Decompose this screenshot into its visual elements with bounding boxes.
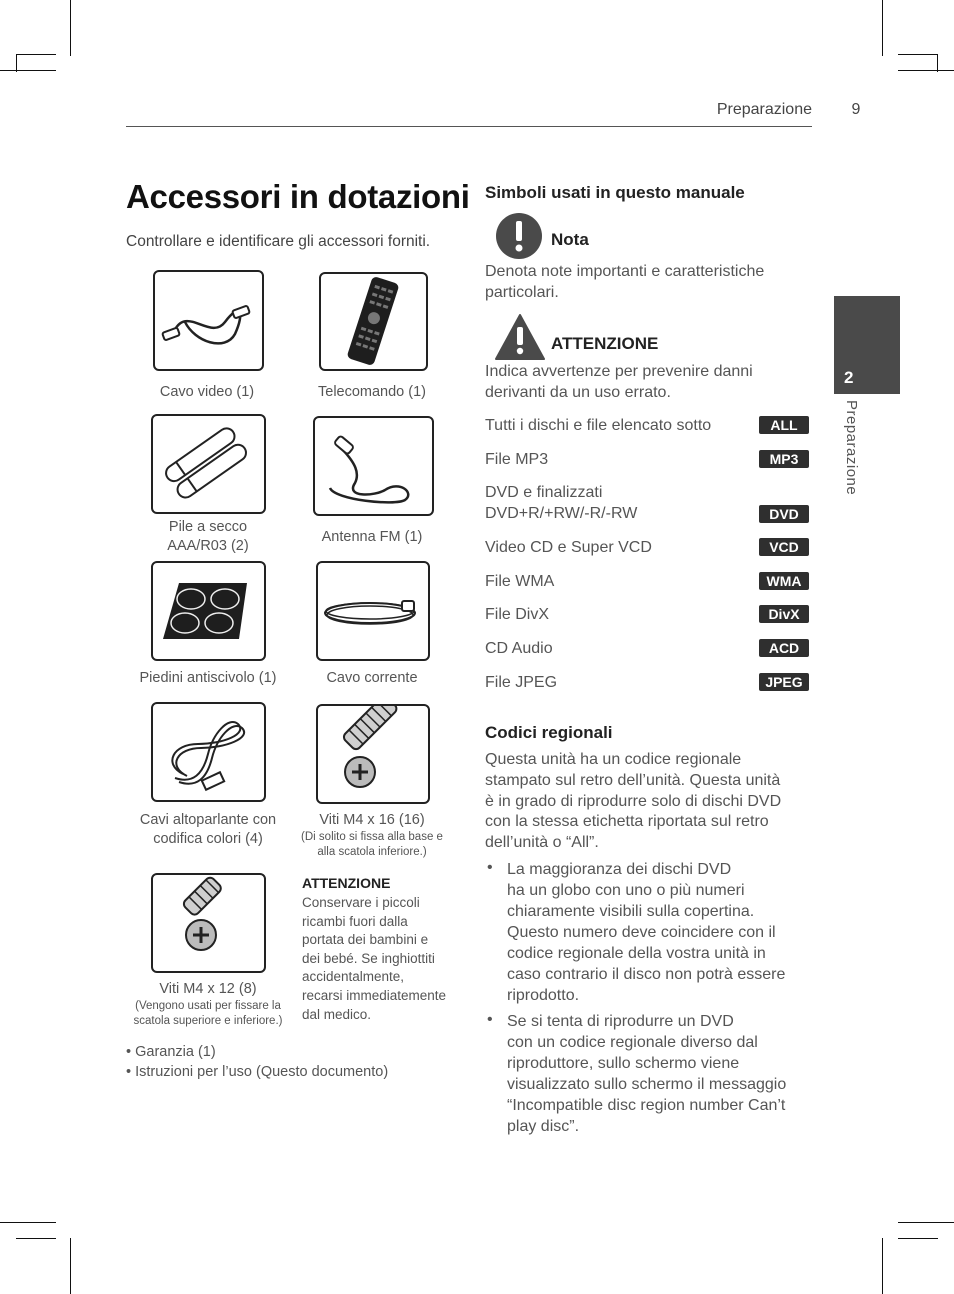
crop-mark [882, 1238, 883, 1294]
accessory-caption: Pile a secco AAA/R03 (2) [167, 519, 249, 554]
caution-description: Indica avvertenze per prevenire danni derivanti da un uso errato. [485, 363, 753, 401]
disc-badge: JPEG [759, 673, 809, 691]
chapter-label: Preparazione [843, 400, 860, 496]
accessory-caption: Piedini antiscivolo (1) [139, 670, 277, 686]
remote-control-icon [319, 272, 428, 371]
region-bullet: Se si tenta di riprodurre un DVD con un codice regionale diverso dal riproduttore, sullo schermo viene visualizzato sullo schermo il messaggio “Incompatible disc region number Can’t play disc”. [507, 1013, 787, 1135]
symbol-row: Video CD e Super VCD [485, 539, 652, 556]
crop-mark [16, 54, 56, 55]
bullet-marker: • [487, 1011, 493, 1028]
note-icon [494, 211, 544, 261]
disc-badge: ALL [759, 416, 809, 434]
caution-icon [494, 313, 546, 361]
crop-mark [898, 54, 938, 55]
list-item: • Garanzia (1) [126, 1044, 216, 1060]
note-label: Nota [551, 230, 589, 249]
symbol-row: CD Audio [485, 640, 553, 657]
symbol-row: File WMA [485, 573, 555, 590]
fm-antenna-icon [313, 416, 434, 516]
disc-badge: MP3 [759, 450, 809, 468]
accessory-caption: Cavo corrente [326, 670, 418, 686]
crop-mark [70, 0, 71, 56]
disc-badge: ACD [759, 639, 809, 657]
disc-badge: DVD [759, 505, 809, 523]
symbol-row: DVD e finalizzati DVD+R/+RW/-R/-RW [485, 484, 638, 522]
symbol-row: File JPEG [485, 674, 558, 691]
disc-badge: WMA [759, 572, 809, 590]
symbol-row: File MP3 [485, 451, 549, 468]
crop-mark [16, 1238, 56, 1239]
screw-long-icon [316, 704, 430, 804]
warning-title: ATTENZIONE [302, 875, 391, 891]
symbol-row: Tutti i dischi e file elencato sotto [485, 417, 712, 434]
running-header-section: Preparazione [716, 101, 812, 118]
header-rule [126, 126, 812, 127]
crop-mark [882, 0, 883, 56]
region-heading: Codici regionali [485, 723, 613, 742]
disc-badge: DivX [759, 605, 809, 623]
extras-list [126, 1043, 388, 1082]
power-cord-icon [316, 561, 430, 661]
warning-text: Conservare i piccoli ricambi fuori dalla portata dei bambini e dei bebé. Se inghiottiti accidentalmente, recarsi immediatemente dal medico. [302, 895, 447, 1022]
accessory-caption: Telecomando (1) [318, 384, 426, 400]
crop-mark [0, 70, 56, 71]
accessory-caption: Viti M4 x 12 (8) (Vengono usati per fissare la scatola superiore e inferiore.) [133, 981, 283, 1027]
page-number: 9 [851, 101, 861, 118]
intro-text: Controllare e identificare gli accessori forniti. [126, 233, 431, 250]
crop-mark [898, 1222, 954, 1223]
crop-mark [70, 1238, 71, 1294]
accessory-caption: Antenna FM (1) [321, 529, 423, 545]
crop-mark [0, 1222, 56, 1223]
bullet-marker: • [487, 859, 493, 876]
accessory-caption: Cavo video (1) [159, 384, 255, 400]
non-slip-pads-icon [151, 561, 266, 661]
screw-short-icon [151, 873, 266, 973]
page-title: Accessori in dotazioni [126, 178, 470, 215]
list-item: • Istruzioni per l’uso (Questo documento) [126, 1063, 389, 1080]
accessory-caption: Cavi altoparlante con codifica colori (4) [139, 812, 277, 847]
symbol-row: File DivX [485, 606, 550, 623]
note-description: Denota note importanti e caratteristiche particolari. [485, 263, 765, 301]
accessory-caption: Viti M4 x 16 (16) (Di solito si fissa alla base e alla scatola inferiore.) [301, 812, 443, 858]
disc-badge: VCD [759, 538, 809, 556]
crop-mark [898, 70, 954, 71]
crop-mark [937, 54, 938, 72]
crop-mark [16, 54, 17, 72]
speaker-cables-icon [151, 702, 266, 802]
chapter-number: 2 [844, 368, 854, 387]
crop-mark [898, 1238, 938, 1239]
caution-label: ATTENZIONE [551, 334, 659, 353]
video-cable-icon [153, 270, 264, 371]
region-description: Questa unità ha un codice regionale stampato sul retro dell’unità. Questa unità è in grado di riprodurre solo di dischi DVD con la stessa etichetta riportata sul retro dell’unità o “All”. [485, 751, 782, 852]
symbols-heading: Simboli usati in questo manuale [485, 183, 745, 202]
batteries-icon [151, 414, 266, 514]
region-bullet: La maggioranza dei dischi DVD ha un globo con uno o più numeri chiaramente visibili sulla copertina. Questo numero deve coincidere con il codice regionale della vostra unità in caso contrario il disco non potrà essere riprodotto. [507, 861, 786, 1004]
